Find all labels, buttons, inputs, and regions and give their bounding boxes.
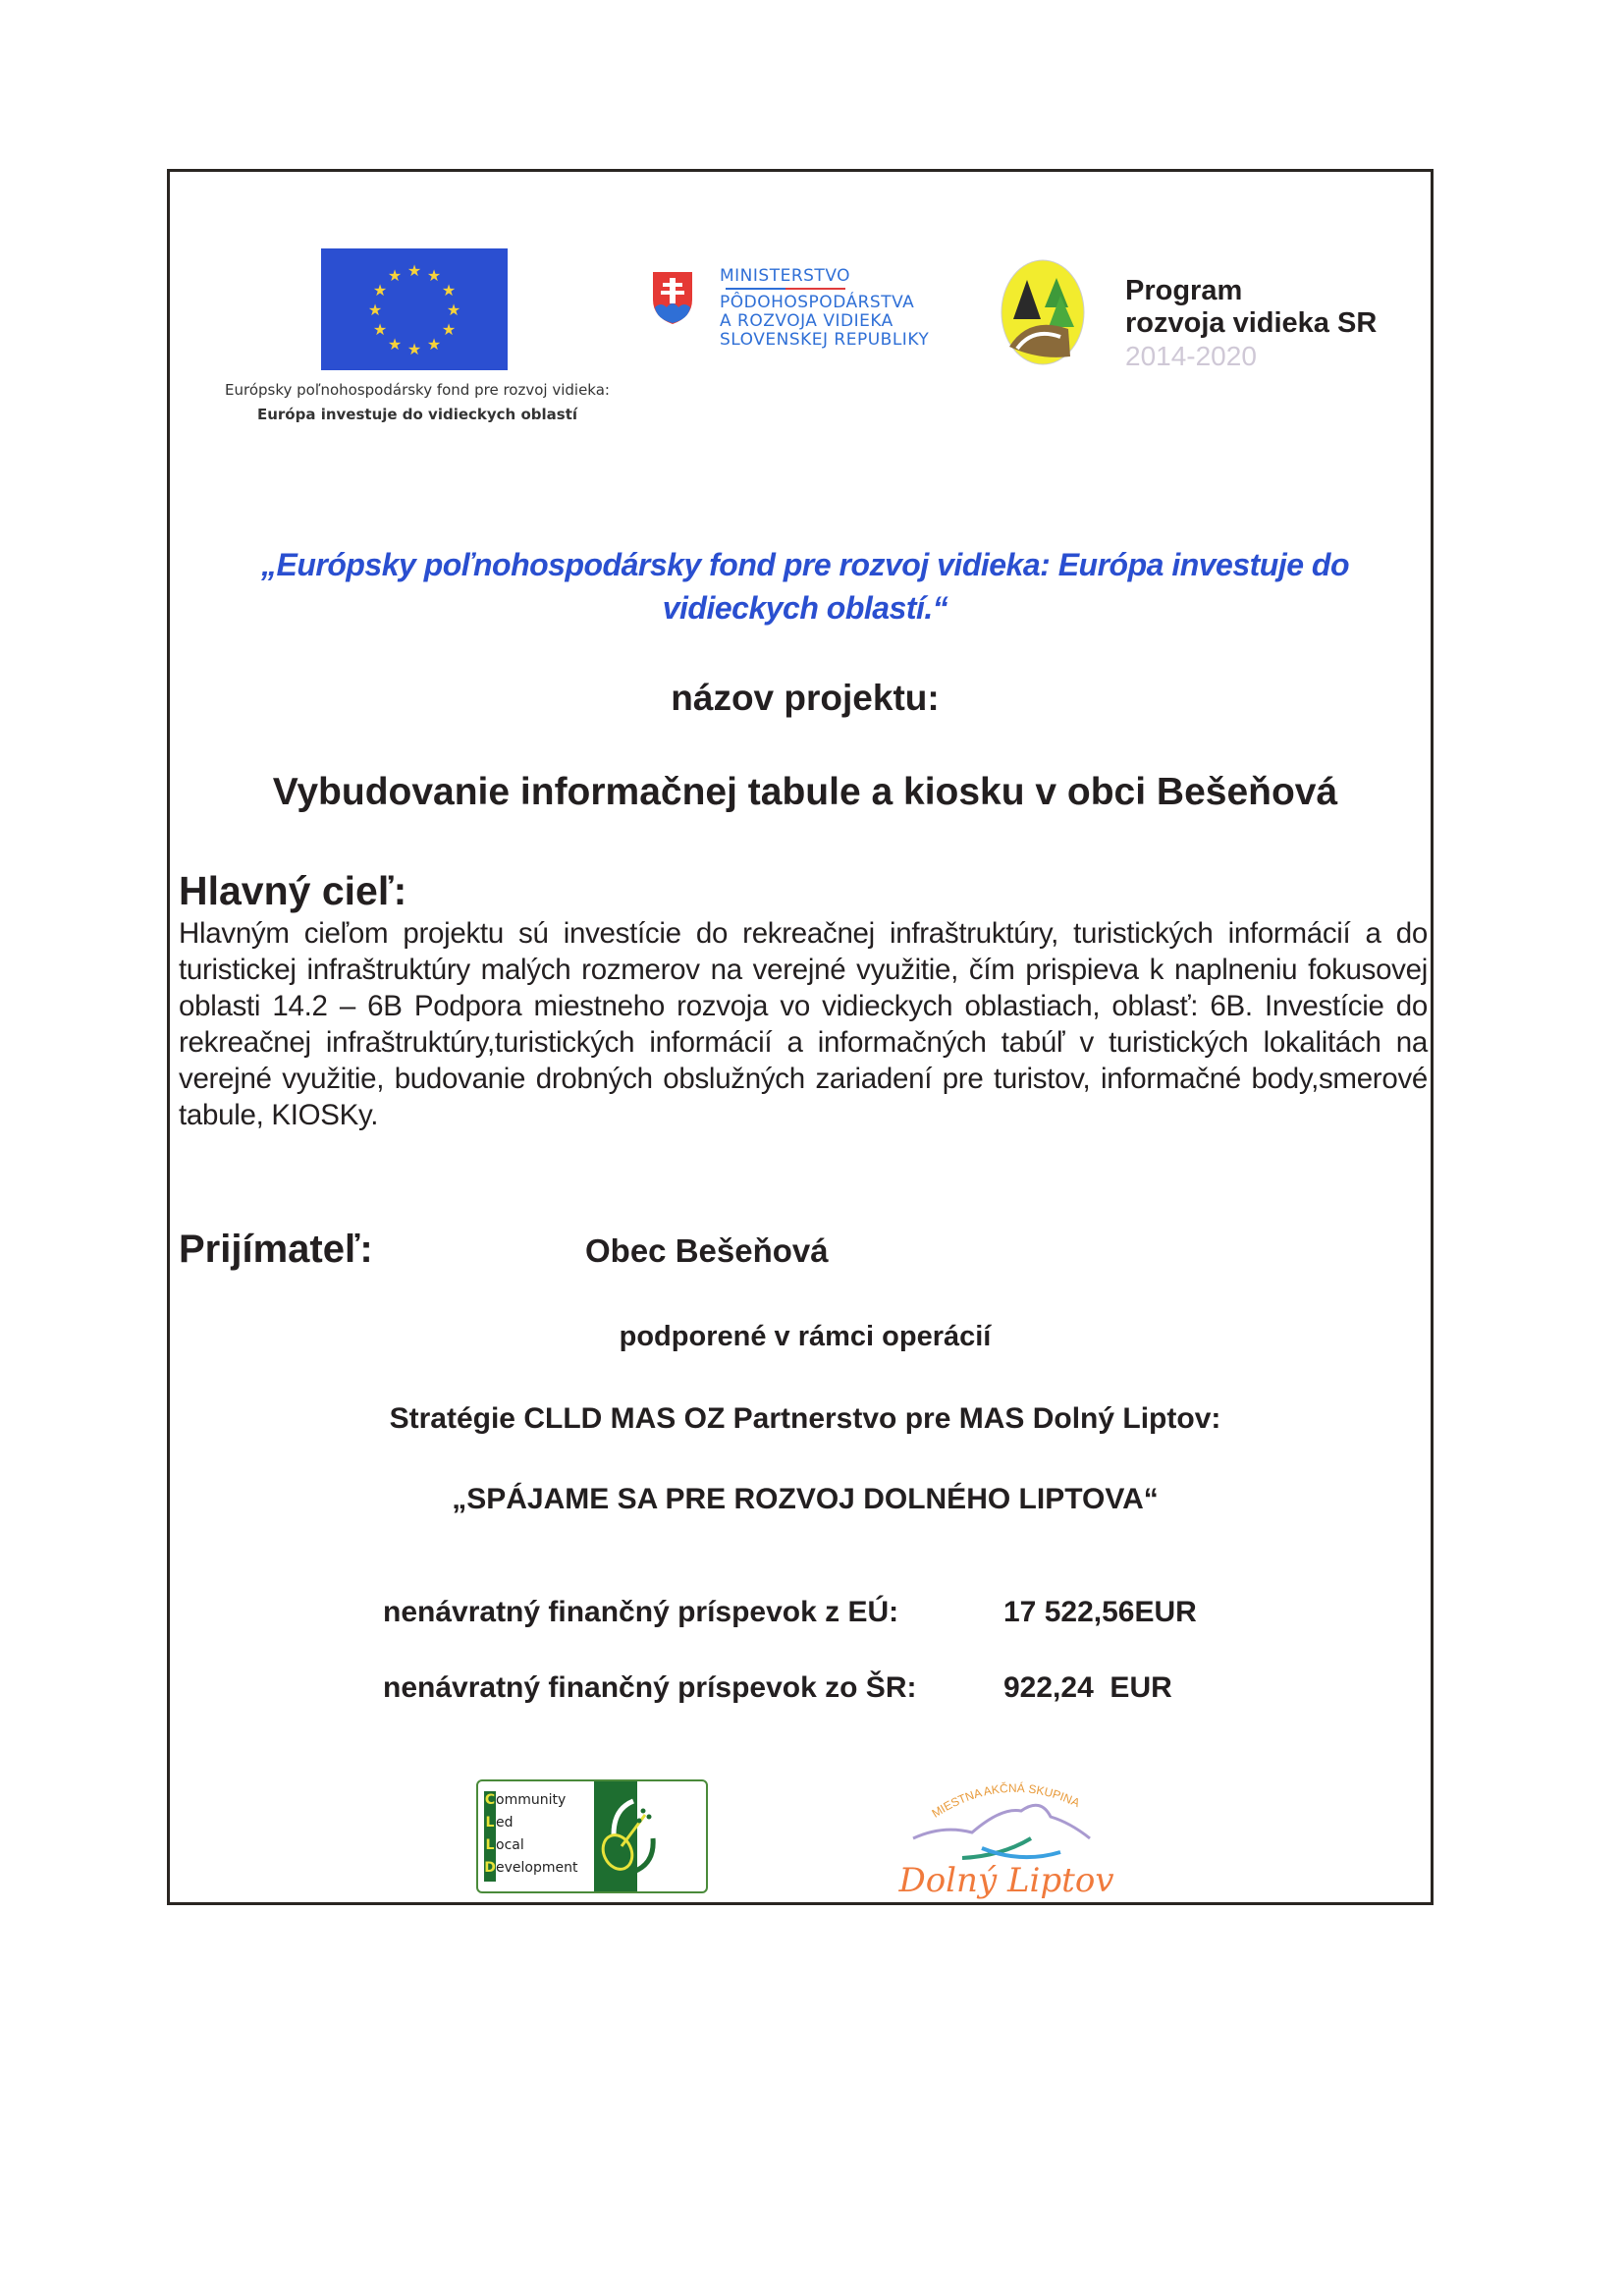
clld-words	[484, 1789, 577, 1880]
ministry-line-2: PÔDOHOSPODÁRSTVA	[720, 293, 915, 312]
ministry-divider	[726, 288, 845, 290]
project-label: názov projektu:	[671, 678, 940, 718]
leader-emblem-icon	[594, 1781, 637, 1891]
clld-letter: L	[485, 1837, 495, 1853]
clld-word: evelopment	[496, 1860, 578, 1876]
strategy-line: Stratégie CLLD MAS OZ Partnerstvo pre MAS Dolný Liptov:	[389, 1402, 1221, 1435]
funding-eu-row	[383, 1596, 1197, 1629]
svg-text:★: ★	[406, 342, 422, 358]
program-line-1: Program	[1125, 275, 1243, 306]
funding-sr-value: 922,24 EUR	[1003, 1671, 1172, 1704]
program-line-2: rozvoja vidieka SR	[1125, 307, 1378, 339]
clld-word: ed	[496, 1815, 514, 1831]
clld-letter: D	[484, 1860, 496, 1876]
svg-text:Dolný Liptov: Dolný Liptov	[898, 1861, 1114, 1900]
ministry-line-3: A ROZVOJA VIDIEKA	[720, 311, 893, 331]
ministry-name	[720, 267, 929, 350]
strategy-motto: „SPÁJAME SA PRE ROZVOJ DOLNÉHO LIPTOVA“	[452, 1483, 1159, 1515]
program-name	[1125, 275, 1377, 372]
svg-text:★: ★	[426, 337, 442, 354]
ministry-line-1: MINISTERSTVO	[720, 266, 851, 286]
svg-text:★: ★	[426, 268, 442, 285]
ministry-line-4: SLOVENSKEJ REPUBLIKY	[720, 330, 930, 350]
recipient-label: Prijímateľ:	[179, 1228, 373, 1271]
clld-letter: C	[484, 1792, 496, 1808]
fund-motto-quote: „Európsky poľnohospodársky fond pre rozvoj vidieka: Európa investuje do vidieckych oblastí.“	[260, 547, 1350, 626]
funding-eu-label: nenávratný finančný príspevok z EÚ:	[383, 1596, 899, 1628]
eu-caption-line1: Európsky poľnohospodársky fond pre rozvoj vidieka:	[225, 381, 610, 399]
svg-text:★: ★	[372, 283, 388, 300]
mas-dolny-liptov-logo	[884, 1768, 1129, 1905]
recipient-value: Obec Bešeňová	[585, 1232, 829, 1269]
clld-letter: L	[485, 1815, 495, 1831]
svg-text:★: ★	[441, 322, 457, 339]
svg-text:★: ★	[406, 263, 422, 280]
goal-text: Hlavným cieľom projektu sú investície do rekreačnej infraštruktúry, turistických informácií a do turistickej infraštruktúry malých rozmerov na verejné využitie, čím prispieva k naplneniu fokusovej oblasti 14.2 – 6B Podpora miestneho rozvoja vo vidieckych oblastiach, oblasť: 6B. Investície do rekreačnej infraštruktúry,turistických informácií a informačných tabúľ v turistických lokalitách na verejné využitie, budovanie drobných obslužných zariadení pre turistov, informačné body,smerové tabule, KIOSKy.	[179, 917, 1428, 1131]
svg-text:★: ★	[441, 283, 457, 300]
svg-text:MIESTNA AKČNÁ SKUPINA: MIESTNA AKČNÁ SKUPINA	[929, 1780, 1082, 1821]
slovak-coat-of-arms-icon	[651, 270, 694, 325]
svg-text:★: ★	[387, 268, 403, 285]
goal-heading: Hlavný cieľ:	[179, 868, 407, 913]
svg-text:★: ★	[446, 302, 461, 319]
program-years: 2014-2020	[1125, 341, 1257, 371]
eu-flag-icon	[321, 248, 508, 370]
clld-word: ommunity	[496, 1792, 567, 1808]
clld-logo	[476, 1779, 708, 1893]
svg-text:★: ★	[367, 302, 383, 319]
funding-sr-row	[383, 1671, 1172, 1705]
funding-sr-label: nenávratný finančný príspevok zo ŠR:	[383, 1671, 917, 1704]
funding-eu-value: 17 522,56EUR	[1003, 1596, 1197, 1628]
support-line-1: podporené v rámci operácií	[619, 1321, 992, 1352]
eu-caption-line2: Európa investuje do vidieckych oblastí	[256, 406, 577, 423]
svg-text:★: ★	[387, 337, 403, 354]
clld-word: ocal	[496, 1837, 524, 1853]
rural-development-program-icon	[1000, 258, 1086, 366]
svg-text:★: ★	[372, 322, 388, 339]
project-title: Vybudovanie informačnej tabule a kiosku v obci Bešeňová	[272, 771, 1338, 813]
